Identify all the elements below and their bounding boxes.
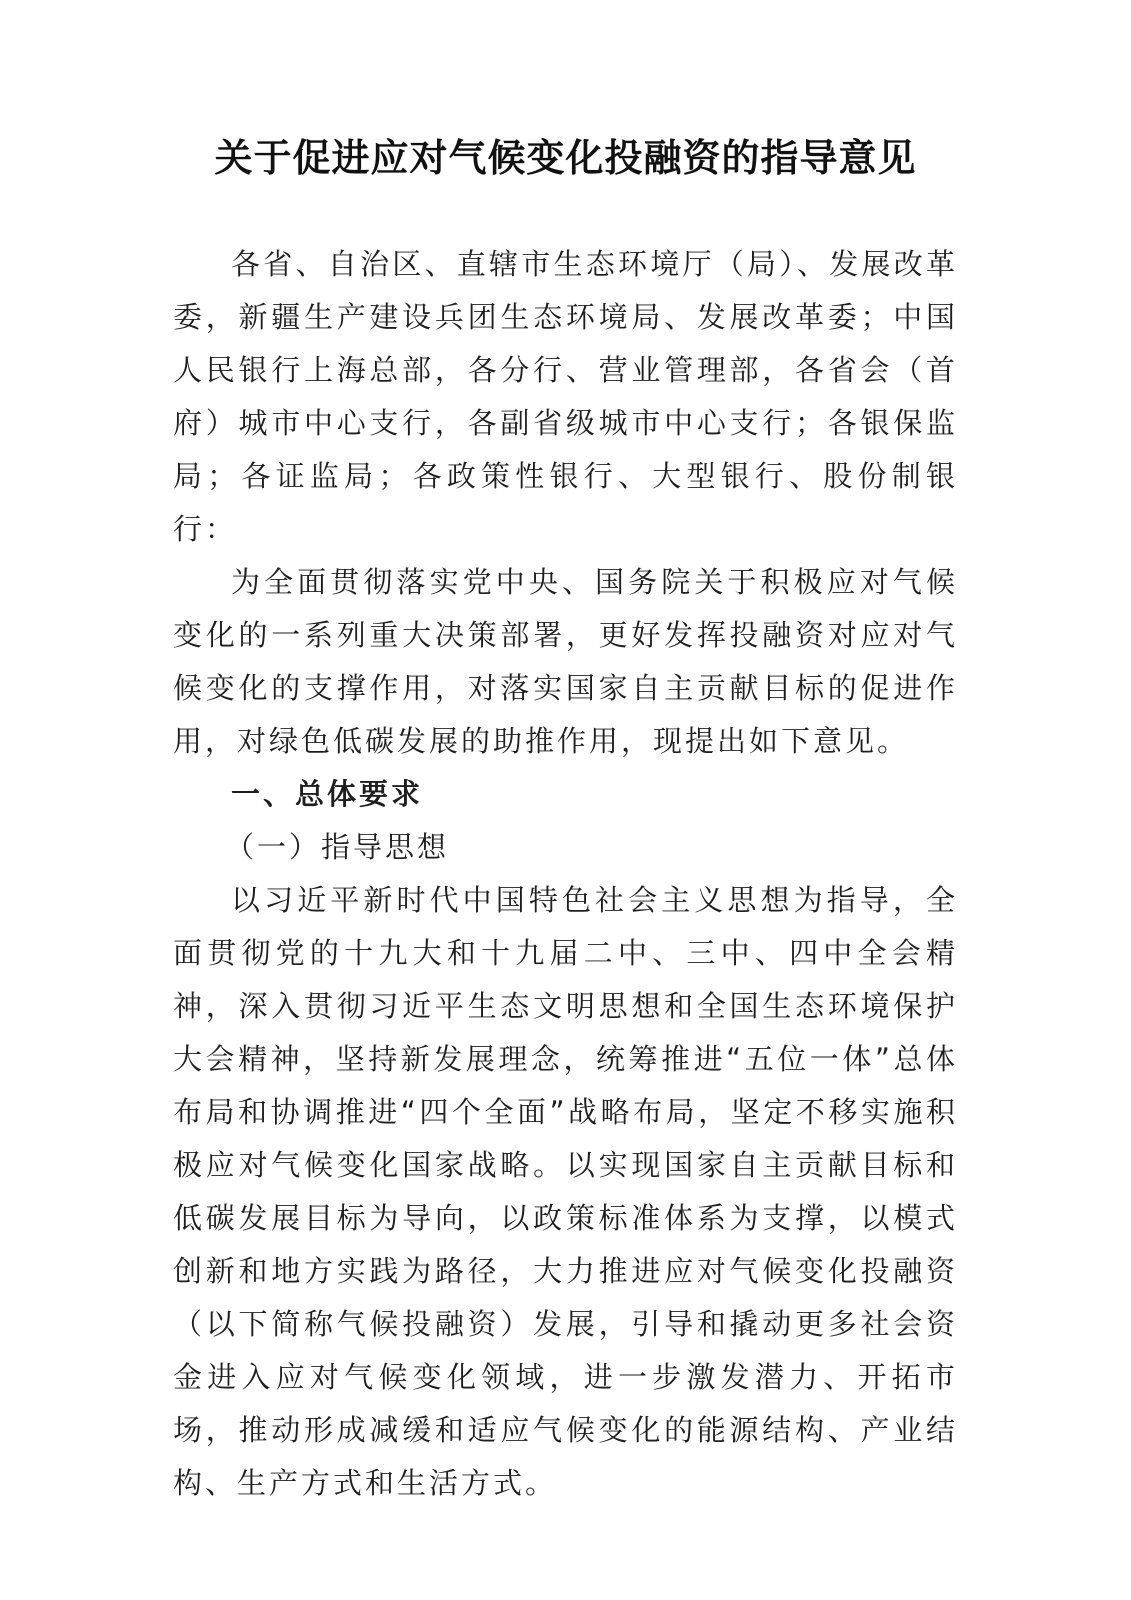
intro-paragraph: 为全面贯彻落实党中央、国务院关于积极应对气候变化的一系列重大决策部署，更好发挥投融资对应对气候变化的支撑作用，对落实国家自主贡献目标的促进作用，对绿色低碳发展的助推作用，现提出如下意见。	[173, 565, 958, 758]
document-body	[173, 238, 958, 1510]
addressees-paragraph: 各省、自治区、直辖市生态环境厅（局）、发展改革委，新疆生产建设兵团生态环境局、发展改革委；中国人民银行上海总部，各分行、营业管理部，各省会（首府）城市中心支行，各副省级城市中心支行；各银保监局；各证监局；各政策性银行、大型银行、股份制银行：	[173, 247, 958, 546]
document-title: 关于促进应对气候变化投融资的指导意见	[214, 135, 917, 180]
subsection-heading: （一）指导思想	[225, 830, 450, 864]
guiding-thought-paragraph: 以习近平新时代中国特色社会主义思想为指导，全面贯彻党的十九大和十九届二中、三中、四中全会精神，深入贯彻习近平生态文明思想和全国生态环境保护大会精神，坚持新发展理念，统筹推进“五位一体”总体布局和协调推进“四个全面”战略布局，坚定不移实施积极应对气候变化国家战略。以实现国家自主贡献目标和低碳发展目标为导向，以政策标准体系为支撑，以模式创新和地方实践为路径，大力推进应对气候变化投融资（以下简称气候投融资）发展，引导和撬动更多社会资金进入应对气候变化领域，进一步激发潜力、开拓市场，推动形成减缓和适应气候变化的能源结构、产业结构、生产方式和生活方式。	[173, 883, 958, 1500]
section-heading: 一、总体要求	[231, 777, 424, 811]
